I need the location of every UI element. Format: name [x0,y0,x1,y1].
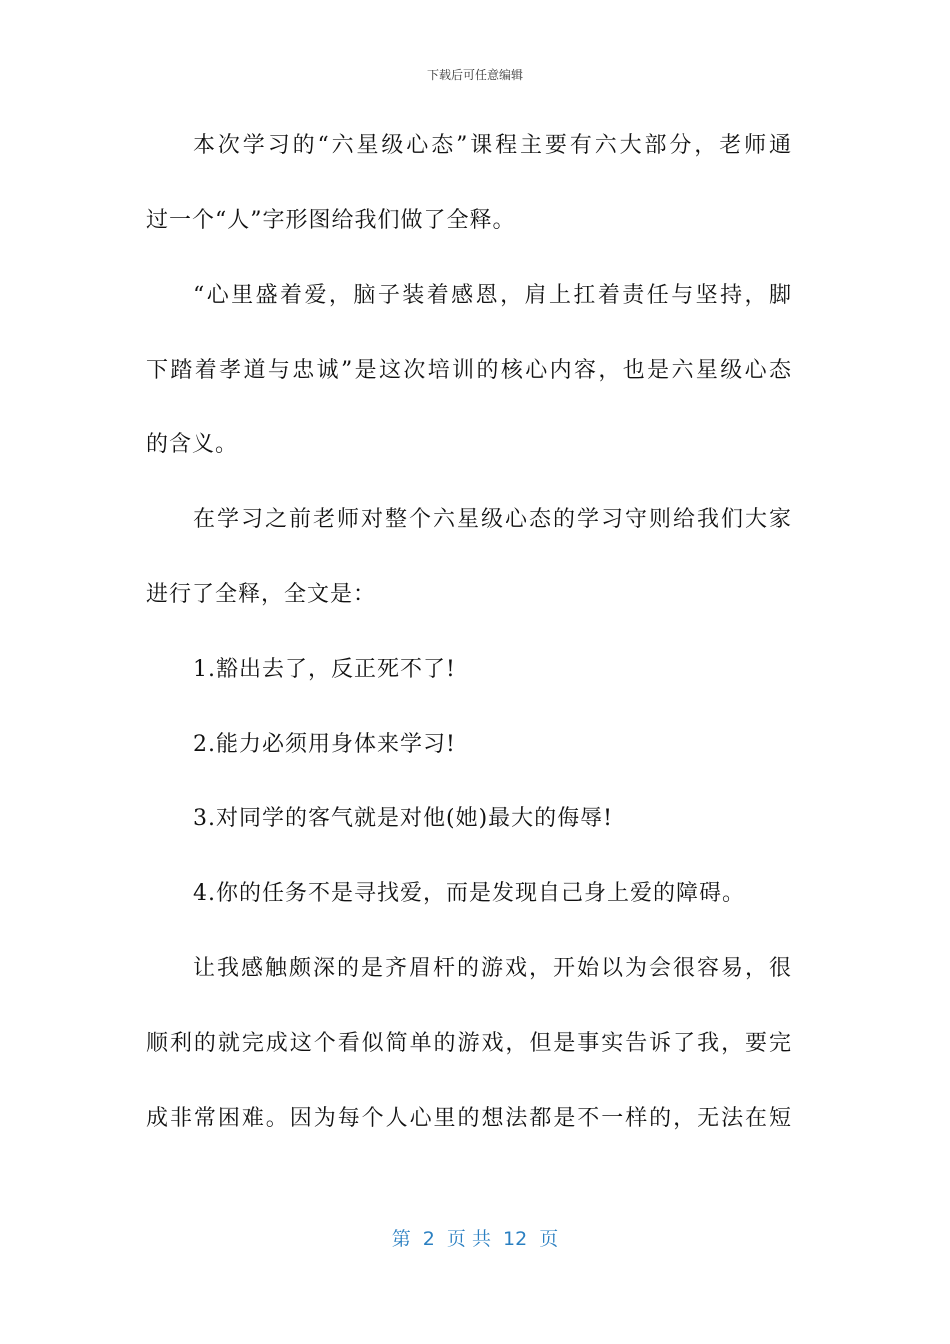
list-item: 3.对同学的客气就是对他(她)最大的侮辱! [193,806,613,831]
paragraph-line: 过一个“人”字形图给我们做了全释。 [146,208,516,233]
paragraph-line: 的含义。 [146,432,239,457]
paragraph-line: 成非常困难。因为每个人心里的想法都是不一样的，无法在短 [146,1106,792,1131]
list-item: 4.你的任务不是寻找爱，而是发现自己身上爱的障碍。 [193,881,745,906]
paragraph-line: 在学习之前老师对整个六星级心态的学习守则给我们大家 [193,507,792,532]
paragraph-line: 下踏着孝道与忠诚”是这次培训的核心内容，也是六星级心态 [146,358,792,383]
paragraph-line: 顺利的就完成这个看似简单的游戏，但是事实告诉了我，要完 [146,1031,792,1056]
paragraph-line: 本次学习的“六星级心态”课程主要有六大部分，老师通 [193,133,792,158]
list-item: 2.能力必须用身体来学习! [193,732,456,757]
page-number-footer: 第 2 页 共 12 页 [391,1228,559,1250]
paragraph-line: 让我感触颇深的是齐眉杆的游戏，开始以为会很容易，很 [193,956,792,981]
paragraph-line: “心里盛着爱，脑子装着感恩，肩上扛着责任与坚持，脚 [193,283,792,308]
paragraph-line: 进行了全释，全文是： [146,582,377,607]
list-item: 1.豁出去了，反正死不了! [193,657,456,682]
page-header: 下载后可任意编辑 [426,68,523,82]
